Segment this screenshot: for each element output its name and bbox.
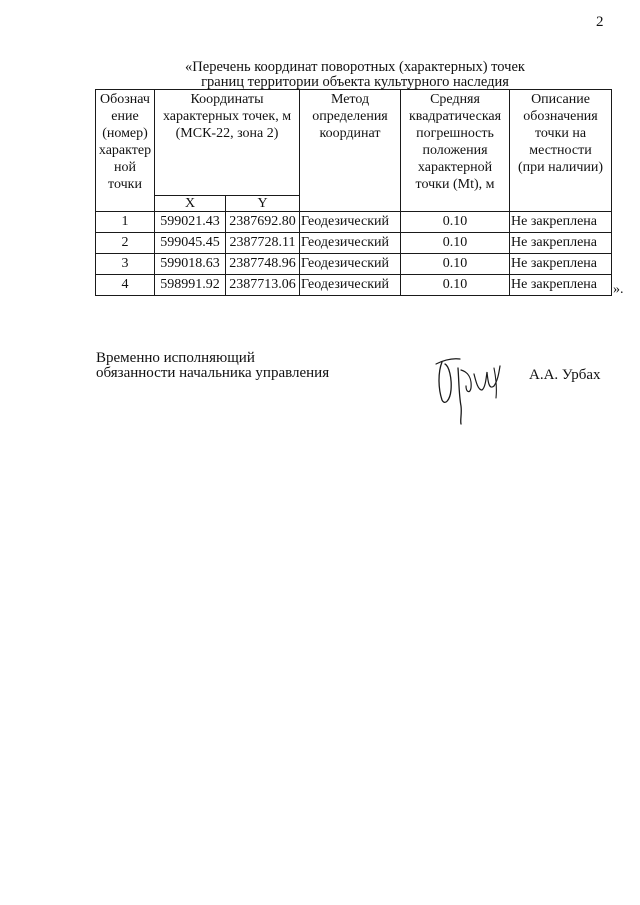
coord-x: 599021.43 (155, 212, 226, 233)
coord-x: 599018.63 (155, 254, 226, 275)
coord-y: 2387728.11 (226, 233, 300, 254)
description-cell: Не закреплена (510, 212, 612, 233)
method-cell: Геодезический (300, 212, 401, 233)
header-x: X (155, 196, 226, 212)
table-row (96, 275, 612, 296)
point-number: 2 (96, 233, 155, 254)
point-number: 3 (96, 254, 155, 275)
point-number: 4 (96, 275, 155, 296)
error-cell: 0.10 (401, 212, 510, 233)
error-cell: 0.10 (401, 254, 510, 275)
description-cell: Не закреплена (510, 254, 612, 275)
coord-y: 2387713.06 (226, 275, 300, 296)
header-designation: Обознач ение (номер) характер ной точки (96, 90, 155, 212)
title-line-2: границ территории объекта культурного наследия (201, 74, 509, 90)
method-cell: Геодезический (300, 254, 401, 275)
table-row (96, 212, 612, 233)
document-title (100, 60, 610, 90)
header-coordinates: Координаты характерных точек, м (МСК-22, зона 2) (155, 90, 300, 196)
header-error: Средняя квадратическая погрешность положения характерной точки (Mt), м (401, 90, 510, 212)
method-cell: Геодезический (300, 275, 401, 296)
closing-quote: ». (613, 282, 624, 297)
header-method: Метод определения координат (300, 90, 401, 212)
page-number: 2 (596, 14, 604, 30)
table-row (96, 233, 612, 254)
coordinates-table (95, 89, 612, 296)
table-row (96, 254, 612, 275)
signer-title (96, 351, 329, 381)
error-cell: 0.10 (401, 275, 510, 296)
header-description: Описание обозначения точки на местности (при наличии) (510, 90, 612, 212)
signer-title-line-1: Временно исполняющий (96, 350, 255, 366)
header-y: Y (226, 196, 300, 212)
table-header-row (96, 90, 612, 196)
description-cell: Не закреплена (510, 233, 612, 254)
description-cell: Не закреплена (510, 275, 612, 296)
coord-y: 2387748.96 (226, 254, 300, 275)
coord-x: 598991.92 (155, 275, 226, 296)
method-cell: Геодезический (300, 233, 401, 254)
handwritten-signature (428, 348, 508, 428)
signer-name: А.А. Урбах (529, 367, 601, 383)
coord-y: 2387692.80 (226, 212, 300, 233)
error-cell: 0.10 (401, 233, 510, 254)
coord-x: 599045.45 (155, 233, 226, 254)
title-line-1: «Перечень координат поворотных (характерных) точек (185, 59, 525, 75)
signer-title-line-2: обязанности начальника управления (96, 365, 330, 381)
point-number: 1 (96, 212, 155, 233)
